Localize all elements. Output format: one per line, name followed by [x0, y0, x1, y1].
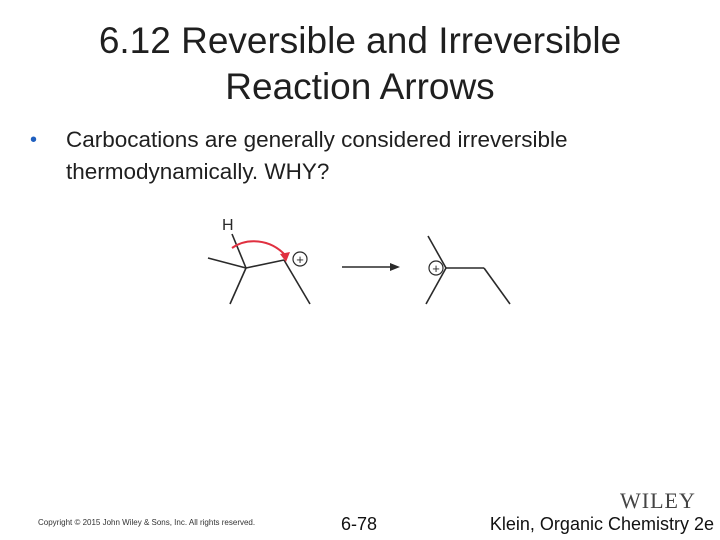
reaction-arrowhead: [390, 263, 400, 271]
wiley-logo: WILEY: [620, 488, 696, 513]
product-bond-down-right: [484, 268, 510, 304]
slide-title: [40, 18, 680, 110]
product-charge-plus: +: [432, 261, 440, 276]
reactant-bond-to-h: [232, 234, 246, 268]
hydrogen-label: H: [222, 217, 234, 234]
bullet-dot-icon: •: [30, 129, 38, 151]
reactant-structure: [208, 234, 310, 304]
reactant-charge-plus: +: [296, 252, 304, 267]
book-reference: Klein, Organic Chemistry 2e: [489, 514, 714, 534]
copyright-notice: Copyright © 2015 John Wiley & Sons, Inc. All rights reserved.: [38, 518, 256, 527]
carbocation-rearrangement-diagram: [200, 208, 520, 318]
reactant-bond-down-left: [230, 268, 246, 304]
title-line-2: Reaction Arrows: [225, 66, 495, 107]
bullet-text: Carbocations are generally considered irreversible thermodynamically. WHY?: [66, 127, 568, 184]
title-line-1: 6.12 Reversible and Irreversible: [98, 20, 622, 61]
reactant-bond-right: [246, 260, 284, 268]
reactant-bond-left: [208, 258, 246, 268]
page-number: 6-78: [341, 514, 378, 534]
